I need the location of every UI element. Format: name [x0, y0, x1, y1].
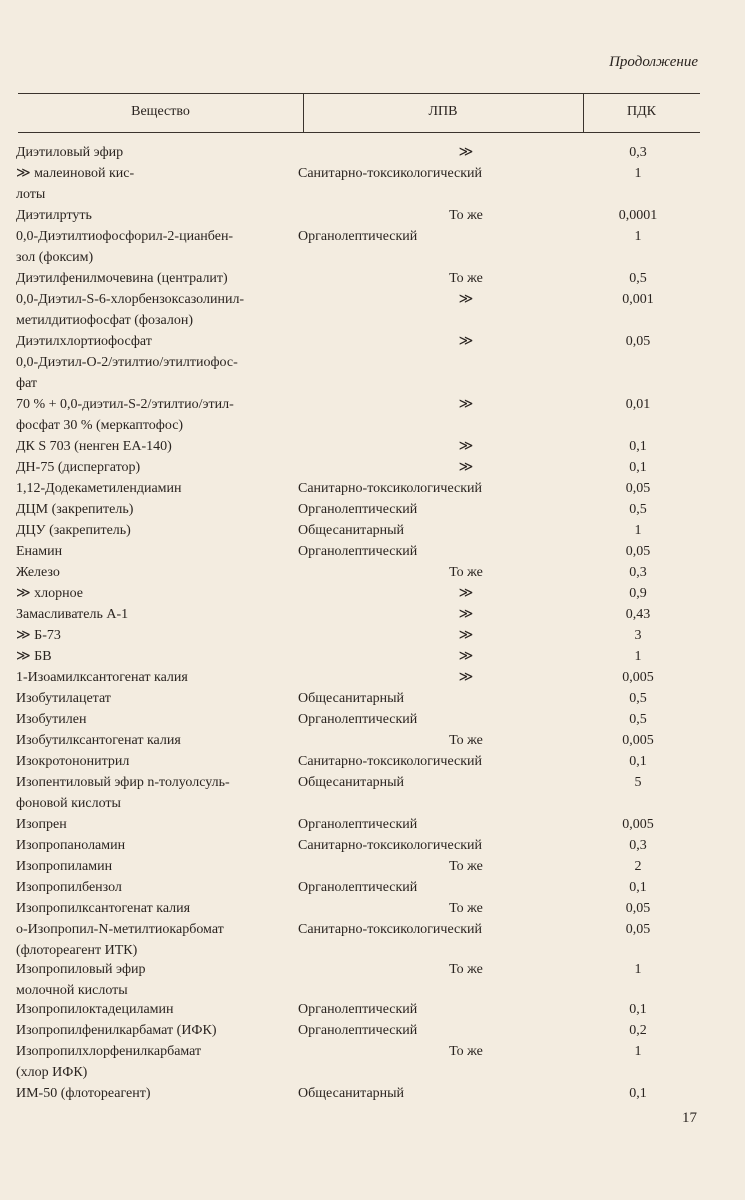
- substance-line: Изобутилксантогенат калия: [16, 733, 181, 748]
- substance-line: 0,0-Диэтил-S-6-хлорбензоксазолинил-: [16, 292, 245, 307]
- lpv-line: То же: [449, 208, 483, 223]
- substance-cell: [16, 688, 301, 709]
- pdk-cell: [576, 856, 700, 877]
- pdk-line: 0,1: [629, 1086, 647, 1101]
- lpv-cell: [298, 688, 558, 709]
- pdk-cell: [576, 268, 700, 289]
- substance-line: Диэтиловый эфир: [16, 145, 124, 160]
- pdk-cell: [576, 331, 700, 352]
- substance-line: Изопропилхлорфенилкарбамат: [16, 1044, 202, 1059]
- substance-line: Диэтилфенилмочевина (централит): [16, 271, 228, 286]
- lpv-line: ≫: [458, 397, 474, 412]
- lpv-line: Органолептический: [298, 229, 418, 244]
- pdk-cell: [576, 814, 700, 835]
- pdk-cell: [576, 646, 700, 667]
- lpv-line: Общесанитарный: [298, 523, 405, 538]
- substance-cell: [16, 646, 301, 667]
- pdk-cell: [576, 1083, 700, 1104]
- lpv-cell: [298, 751, 558, 772]
- table-row: [16, 352, 716, 436]
- pdk-cell: [576, 898, 700, 919]
- pdk-line: 1: [634, 229, 642, 244]
- pdk-cell: [576, 436, 700, 457]
- lpv-line: Органолептический: [298, 544, 418, 559]
- pdk-cell: [576, 1041, 700, 1062]
- pdk-line: 0,0001: [618, 208, 658, 223]
- pdk-cell: [576, 226, 700, 247]
- substance-line: Железо: [16, 565, 60, 580]
- lpv-line: [316, 373, 616, 394]
- substance-line: Диэтилхлортиофосфат: [16, 334, 152, 349]
- lpv-line: ≫: [458, 439, 474, 454]
- substance-cell: [16, 457, 301, 478]
- pdk-cell: [576, 667, 700, 688]
- substance-line: 70 % + 0,0-диэтил-S-2/этилтио/этил-: [16, 397, 234, 412]
- pdk-line: 0,43: [625, 607, 651, 622]
- table-row: [16, 625, 716, 646]
- table-row: [16, 478, 716, 499]
- substance-cell: [16, 814, 301, 835]
- pdk-cell: [576, 1020, 700, 1041]
- table-row: [16, 667, 716, 688]
- substance-cell: [16, 541, 301, 562]
- lpv-line: Общесанитарный: [298, 775, 405, 790]
- pdk-line: 2: [634, 859, 642, 874]
- substance-cell: [16, 499, 301, 520]
- pdk-line: [576, 373, 700, 394]
- pdk-cell: [576, 352, 700, 415]
- lpv-line: Органолептический: [298, 1002, 418, 1017]
- table-row: [16, 520, 716, 541]
- substance-cell: [16, 730, 301, 751]
- pdk-cell: [576, 541, 700, 562]
- substance-line: Енамин: [16, 544, 63, 559]
- substance-line: ≫ хлорное: [16, 586, 84, 601]
- substance-cell: [16, 478, 301, 499]
- substance-line: Изопропаноламин: [16, 838, 126, 853]
- lpv-line: Органолептический: [298, 502, 418, 517]
- lpv-line: То же: [449, 962, 483, 977]
- pdk-cell: [576, 583, 700, 604]
- substance-cell: [16, 625, 301, 646]
- substance-line: (флотореагент ИТК): [16, 943, 138, 958]
- table-body: [16, 142, 716, 1104]
- lpv-line: То же: [449, 565, 483, 580]
- lpv-line: ≫: [458, 607, 474, 622]
- substance-cell: [16, 352, 301, 436]
- table-row: [16, 772, 716, 814]
- table-row: [16, 856, 716, 877]
- substance-cell: [16, 520, 301, 541]
- table-row: [16, 205, 716, 226]
- substance-cell: [16, 1083, 301, 1104]
- pdk-cell: [576, 999, 700, 1020]
- table-row: [16, 814, 716, 835]
- substance-line: ИМ-50 (флотореагент): [16, 1086, 151, 1101]
- table-row: [16, 604, 716, 625]
- lpv-cell: [316, 959, 616, 980]
- substance-cell: [16, 436, 301, 457]
- pdk-line: 0,5: [629, 712, 647, 727]
- header-pdk: ПДК: [627, 104, 656, 119]
- lpv-cell: [298, 835, 558, 856]
- pdk-line: 0,005: [622, 817, 654, 832]
- substance-line: Замасливатель А-1: [16, 607, 129, 622]
- lpv-line: Органолептический: [298, 1023, 418, 1038]
- lpv-line: Органолептический: [298, 817, 418, 832]
- pdk-cell: [576, 877, 700, 898]
- pdk-cell: [576, 772, 700, 793]
- table-row: [16, 709, 716, 730]
- pdk-cell: [576, 730, 700, 751]
- lpv-cell: [316, 583, 616, 604]
- lpv-cell: [298, 478, 558, 499]
- table-row: [16, 688, 716, 709]
- pdk-line: 0,01: [625, 397, 651, 412]
- pdk-cell: [576, 835, 700, 856]
- lpv-line: Органолептический: [298, 880, 418, 895]
- pdk-line: 1: [634, 523, 642, 538]
- substance-cell: [16, 1041, 301, 1083]
- substance-line: фоновой кислоты: [16, 796, 121, 811]
- lpv-cell: [316, 856, 616, 877]
- lpv-cell: [316, 604, 616, 625]
- pdk-line: 1: [634, 166, 642, 181]
- pdk-line: 0,5: [629, 502, 647, 517]
- lpv-line: ≫: [458, 649, 474, 664]
- lpv-cell: [298, 877, 558, 898]
- substance-line: ≫ Б-73: [16, 628, 61, 643]
- lpv-cell: [298, 499, 558, 520]
- pdk-cell: [576, 751, 700, 772]
- lpv-cell: [316, 331, 616, 352]
- substance-line: ≫ малеиновой кис-: [16, 166, 135, 181]
- pdk-line: 0,5: [629, 271, 647, 286]
- lpv-line: То же: [449, 1044, 483, 1059]
- table-row: [16, 999, 716, 1020]
- lpv-line: Органолептический: [298, 712, 418, 727]
- table-row: [16, 331, 716, 352]
- substance-cell: [16, 583, 301, 604]
- table-row: [16, 751, 716, 772]
- pdk-line: 0,05: [625, 922, 651, 937]
- substance-line: Изокротононитрил: [16, 754, 130, 769]
- substance-line: лоты: [16, 187, 46, 202]
- page-number: 17: [682, 1110, 697, 1126]
- lpv-line: [316, 352, 616, 373]
- lpv-line: Общесанитарный: [298, 1086, 405, 1101]
- table-header: [18, 93, 700, 133]
- header-substance: Вещество: [18, 94, 304, 132]
- substance-cell: [16, 959, 301, 1001]
- substance-line: ДЦУ (закрепитель): [16, 523, 131, 538]
- table-row: [16, 1041, 716, 1083]
- pdk-cell: [576, 289, 700, 310]
- substance-cell: [16, 835, 301, 856]
- lpv-line: ≫: [458, 670, 474, 685]
- lpv-line: ≫: [458, 145, 474, 160]
- lpv-line: Санитарно-токсикологический: [298, 481, 483, 496]
- pdk-cell: [576, 457, 700, 478]
- lpv-cell: [316, 289, 616, 310]
- table-row: [16, 959, 716, 999]
- table-row: [16, 142, 716, 205]
- substance-line: Изобутилацетат: [16, 691, 111, 706]
- pdk-cell: [576, 562, 700, 583]
- substance-cell: [16, 898, 301, 919]
- lpv-cell: [316, 730, 616, 751]
- table-row: [16, 583, 716, 604]
- pdk-line: 3: [634, 628, 642, 643]
- pdk-line: 0,005: [622, 733, 654, 748]
- substance-cell: [16, 142, 301, 205]
- pdk-cell: [576, 205, 700, 226]
- lpv-cell: [316, 1041, 616, 1062]
- table-row: [16, 1083, 716, 1104]
- lpv-line: То же: [449, 733, 483, 748]
- substance-line: ДК S 703 (ненген ЕА-140): [16, 439, 172, 454]
- lpv-cell: [298, 919, 558, 940]
- lpv-cell: [298, 772, 558, 793]
- substance-line: 1,12-Додекаметилендиамин: [16, 481, 182, 496]
- pdk-line: 0,3: [629, 565, 647, 580]
- substance-line: фат: [16, 376, 38, 391]
- lpv-line: То же: [449, 901, 483, 916]
- substance-line: ≫ БВ: [16, 649, 52, 664]
- lpv-cell: [316, 205, 616, 226]
- lpv-line: То же: [449, 859, 483, 874]
- pdk-line: 0,1: [629, 754, 647, 769]
- table-row: [16, 541, 716, 562]
- table-row: [16, 226, 716, 268]
- pdk-cell: [576, 919, 700, 940]
- substance-line: Изопропилксантогенат калия: [16, 901, 191, 916]
- lpv-line: То же: [449, 271, 483, 286]
- pdk-line: [576, 352, 700, 373]
- header-lpv: ЛПВ: [303, 94, 584, 132]
- pdk-line: 0,3: [629, 838, 647, 853]
- pdk-line: 1: [634, 1044, 642, 1059]
- table-row: [16, 562, 716, 583]
- table-row: [16, 919, 716, 959]
- pdk-line: 0,05: [625, 334, 651, 349]
- substance-line: 0,0-Диэтилтиофосфорил-2-цианбен-: [16, 229, 234, 244]
- table-row: [16, 898, 716, 919]
- substance-line: ДН-75 (диспергатор): [16, 460, 141, 475]
- lpv-cell: [316, 667, 616, 688]
- pdk-line: 5: [634, 775, 642, 790]
- substance-line: ДЦМ (закрепитель): [16, 502, 134, 517]
- substance-line: Изопропиловый эфир: [16, 962, 146, 977]
- pdk-line: 0,3: [629, 145, 647, 160]
- pdk-line: 1: [634, 649, 642, 664]
- substance-line: Изопропилоктадециламин: [16, 1002, 174, 1017]
- lpv-cell: [316, 457, 616, 478]
- lpv-cell: [298, 142, 558, 184]
- substance-cell: [16, 709, 301, 730]
- pdk-line: 0,05: [625, 544, 651, 559]
- substance-line: зол (фоксим): [16, 250, 94, 265]
- substance-line: Изопрен: [16, 817, 67, 832]
- pdk-line: 0,2: [629, 1023, 647, 1038]
- table-row: [16, 457, 716, 478]
- pdk-line: 0,1: [629, 460, 647, 475]
- pdk-cell: [576, 499, 700, 520]
- pdk-line: 0,1: [629, 1002, 647, 1017]
- substance-line: Изопентиловый эфир n-толуолсуль-: [16, 775, 230, 790]
- table-row: [16, 1020, 716, 1041]
- substance-cell: [16, 999, 301, 1020]
- substance-cell: [16, 268, 301, 289]
- substance-cell: [16, 667, 301, 688]
- substance-line: фосфат 30 % (меркаптофос): [16, 418, 184, 433]
- lpv-cell: [298, 1083, 558, 1104]
- pdk-line: 0,9: [629, 586, 647, 601]
- lpv-line: Санитарно-токсикологический: [298, 922, 483, 937]
- lpv-line: ≫: [458, 628, 474, 643]
- substance-cell: [16, 331, 301, 352]
- table-row: [16, 646, 716, 667]
- substance-cell: [16, 772, 301, 814]
- substance-line: (хлор ИФК): [16, 1065, 88, 1080]
- pdk-cell: [576, 520, 700, 541]
- pdk-cell: [576, 688, 700, 709]
- substance-line: Изопропиламин: [16, 859, 113, 874]
- lpv-cell: [316, 562, 616, 583]
- substance-cell: [16, 919, 301, 961]
- table-row: [16, 835, 716, 856]
- lpv-cell: [298, 709, 558, 730]
- substance-line: Изопропилбензол: [16, 880, 122, 895]
- pdk-line: 0,05: [625, 481, 651, 496]
- table-row: [16, 499, 716, 520]
- substance-cell: [16, 1020, 301, 1041]
- substance-cell: [16, 562, 301, 583]
- pdk-cell: [576, 604, 700, 625]
- substance-line: о-Изопропил-N-метилтиокарбомат: [16, 922, 224, 937]
- lpv-cell: [298, 1020, 558, 1041]
- pdk-line: 0,1: [629, 439, 647, 454]
- lpv-cell: [298, 520, 558, 541]
- lpv-cell: [316, 268, 616, 289]
- lpv-cell: [298, 541, 558, 562]
- table-row: [16, 436, 716, 457]
- table-row: [16, 289, 716, 331]
- pdk-line: 0,1: [629, 880, 647, 895]
- lpv-line: Санитарно-токсикологический: [298, 166, 483, 181]
- pdk-line: 1: [634, 962, 642, 977]
- pdk-cell: [576, 478, 700, 499]
- pdk-cell: [576, 959, 700, 980]
- pdk-cell: [576, 625, 700, 646]
- lpv-cell: [316, 898, 616, 919]
- lpv-line: Санитарно-токсикологический: [298, 754, 483, 769]
- lpv-cell: [316, 436, 616, 457]
- lpv-line: ≫: [458, 292, 474, 307]
- substance-line: 0,0-Диэтил-О-2/этилтио/этилтиофос-: [16, 355, 238, 370]
- lpv-line: ≫: [458, 460, 474, 475]
- lpv-line: Санитарно-токсикологический: [298, 838, 483, 853]
- substance-line: 1-Изоамилксантогенат калия: [16, 670, 188, 685]
- substance-cell: [16, 289, 301, 331]
- substance-cell: [16, 205, 301, 226]
- pdk-cell: [576, 142, 700, 184]
- substance-line: метилдитиофосфат (фозалон): [16, 313, 193, 328]
- lpv-cell: [298, 999, 558, 1020]
- table-row: [16, 730, 716, 751]
- lpv-cell: [316, 625, 616, 646]
- lpv-line: ≫: [458, 586, 474, 601]
- table-row: [16, 268, 716, 289]
- lpv-line: Общесанитарный: [298, 691, 405, 706]
- substance-cell: [16, 877, 301, 898]
- substance-line: Диэтилртуть: [16, 208, 92, 223]
- pdk-line: 0,001: [622, 292, 654, 307]
- pdk-line: 0,05: [625, 901, 651, 916]
- pdk-cell: [576, 709, 700, 730]
- lpv-cell: [316, 352, 616, 415]
- lpv-line: ≫: [458, 334, 474, 349]
- lpv-cell: [298, 226, 558, 247]
- substance-line: Изопропилфенилкарбамат (ИФК): [16, 1023, 217, 1038]
- substance-line: Изобутилен: [16, 712, 87, 727]
- table-row: [16, 877, 716, 898]
- substance-cell: [16, 856, 301, 877]
- lpv-cell: [316, 646, 616, 667]
- substance-cell: [16, 751, 301, 772]
- substance-cell: [16, 226, 301, 268]
- substance-line: молочной кислоты: [16, 983, 128, 998]
- substance-cell: [16, 604, 301, 625]
- continuation-label: Продолжение: [609, 54, 698, 70]
- pdk-line: 0,005: [622, 670, 654, 685]
- pdk-line: 0,5: [629, 691, 647, 706]
- lpv-cell: [298, 814, 558, 835]
